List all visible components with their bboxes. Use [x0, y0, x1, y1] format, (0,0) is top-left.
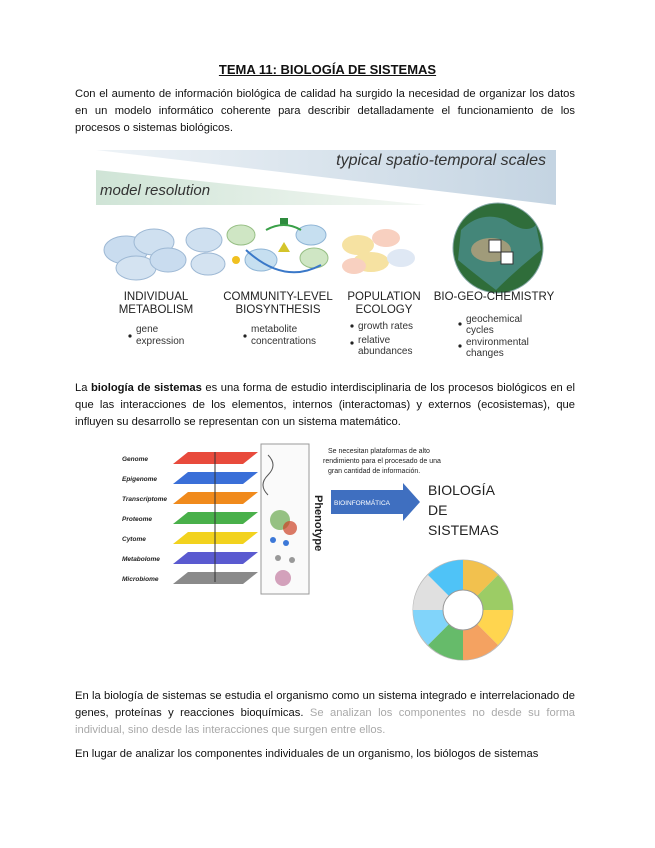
- col3-heading-1: POPULATION: [347, 291, 421, 303]
- para2-bold-term: biología de sistemas: [90, 382, 202, 394]
- col4-heading-1: BIO-GEO-CHEMISTRY: [433, 291, 555, 303]
- note-line-1: Se necesitan plataformas de alto: [328, 448, 430, 455]
- col2-heading-2: BIOSYNTHESIS: [235, 304, 321, 316]
- model-resolution-figure: [96, 150, 556, 360]
- col2-bullet-1b: concentrations: [251, 336, 317, 347]
- community-biosynthesis-icon: [227, 218, 328, 272]
- systems-biology-paragraph: [75, 380, 575, 431]
- note-line-3: gran cantidad de información.: [328, 468, 421, 475]
- omics-layer-label: Cytome: [122, 536, 146, 543]
- omics-layer-label: Microbiome: [122, 576, 159, 583]
- para2-before: La: [75, 382, 91, 394]
- biologists-paragraph: En lugar de analizar los componentes individuales de un organismo, los biólogos de sistemas: [75, 748, 539, 760]
- population-ecology-icon: [342, 229, 415, 274]
- col1-heading-2: METABOLISM: [118, 304, 194, 316]
- col4-bullet-2b: changes: [466, 348, 504, 359]
- page-title: TEMA 11: BIOLOGÍA DE SISTEMAS: [218, 62, 437, 77]
- bioinformatics-label: BIOINFORMÁTICA: [334, 500, 390, 507]
- omics-layers: [122, 452, 258, 584]
- col4-bullet-2a: environmental: [466, 337, 529, 348]
- col3-bullet-2b: abundances: [358, 346, 413, 357]
- col3-bullet-1: growth rates: [358, 321, 414, 332]
- spatio-temporal-label: typical spatio-temporal scales: [336, 152, 546, 169]
- col4-bullet-1b: cycles: [466, 325, 494, 336]
- para3-main: En la biología de sistemas se estudia el organismo como un sistema integrado e interrelacionado de genes, proteínas y reacciones bioquímicas.: [75, 690, 575, 719]
- para2-after: es una forma de estudio interdisciplinaria de los procesos biológicos en el que las interacciones de los elementos, internos (interactomas) y externos (ecosistemas), que influyen su desarrollo se representan con un sistema matemático.: [75, 382, 576, 428]
- col2-heading-1: COMMUNITY-LEVEL: [223, 291, 333, 303]
- systems-wheel-icon: [413, 560, 513, 660]
- metabolism-cells-icon: [104, 228, 225, 280]
- omics-layer-label: Transcriptome: [122, 496, 168, 503]
- big-title-2: DE: [428, 502, 448, 518]
- earth-icon: [453, 203, 543, 293]
- big-title-1: BIOLOGÍA: [428, 482, 495, 498]
- omics-layer-label: Epigenome: [122, 476, 158, 483]
- para3-gray: Se analizan los componentes no desde su forma individual, sino desde las interacciones que surgen entre ellos.: [75, 707, 575, 736]
- big-title-3: SISTEMAS: [428, 522, 499, 538]
- model-resolution-label: model resolution: [100, 182, 211, 199]
- col2-bullet-1a: metabolite: [251, 324, 298, 335]
- organism-paragraph: [75, 688, 575, 739]
- omics-figure: [118, 440, 536, 668]
- col1-heading-1: INDIVIDUAL: [123, 291, 189, 303]
- note-line-2: rendimiento para el procesado de una: [323, 458, 441, 465]
- col1-bullet-1b: expression: [136, 336, 185, 347]
- col3-bullet-2a: relative: [358, 335, 391, 346]
- col3-heading-2: ECOLOGY: [355, 304, 413, 316]
- col4-bullet-1a: geochemical: [466, 314, 523, 325]
- omics-layer-label: Genome: [122, 456, 149, 463]
- omics-layer-label: Proteome: [122, 516, 152, 523]
- col1-bullet-1a: gene: [136, 324, 159, 335]
- phenotype-label: Phenotype: [312, 495, 324, 552]
- intro-paragraph: Con el aumento de información biológica de calidad ha surgido la necesidad de organizar los datos en un modelo informático coherente para describir detalladamente el funcionamiento de los procesos o sistemas biológicos.: [75, 88, 575, 134]
- omics-layer-label: Metabolome: [122, 556, 160, 563]
